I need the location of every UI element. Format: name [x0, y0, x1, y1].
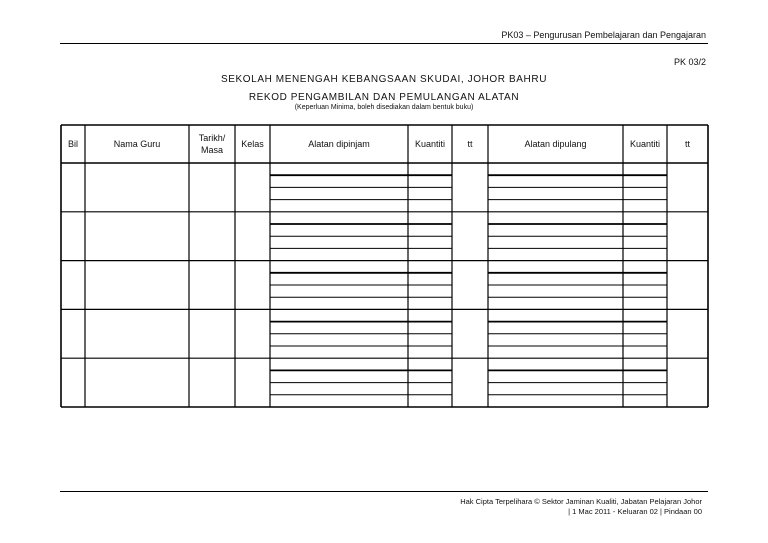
col-header: Kuantiti	[414, 139, 446, 149]
version-info: | 1 Mac 2011 - Keluaran 02 | Pindaan 00	[568, 507, 702, 516]
copyright-notice: Hak Cipta Terpelihara © Sektor Jaminan Kualiti, Jabatan Pelajaran Johor	[460, 497, 702, 506]
form-subtitle: (Keperluan Minima, boleh disediakan dalam bentuk buku)	[294, 104, 474, 111]
col-header: Alatan dipulang	[524, 139, 587, 149]
school-name: SEKOLAH MENENGAH KEBANGSAAN SKUDAI, JOHOR BAHRU	[220, 74, 548, 85]
document-reference: PK03 – Pengurusan Pembelajaran dan Pengajaran	[501, 30, 706, 40]
col-header: Nama Guru	[113, 139, 161, 149]
col-header-date-line1: Tarikh/	[198, 133, 226, 143]
col-header: tt	[684, 139, 691, 149]
form-title: REKOD PENGAMBILAN DAN PEMULANGAN ALATAN	[248, 92, 520, 103]
col-header: Kuantiti	[629, 139, 661, 149]
col-header-date-line2: Masa	[200, 145, 224, 155]
form-code: PK 03/2	[673, 57, 706, 67]
col-header: Alatan dipinjam	[308, 139, 370, 149]
col-header: Kelas	[241, 139, 264, 149]
col-header: tt	[467, 139, 473, 149]
col-header: Bil	[67, 139, 79, 149]
footer-rule	[60, 491, 708, 492]
